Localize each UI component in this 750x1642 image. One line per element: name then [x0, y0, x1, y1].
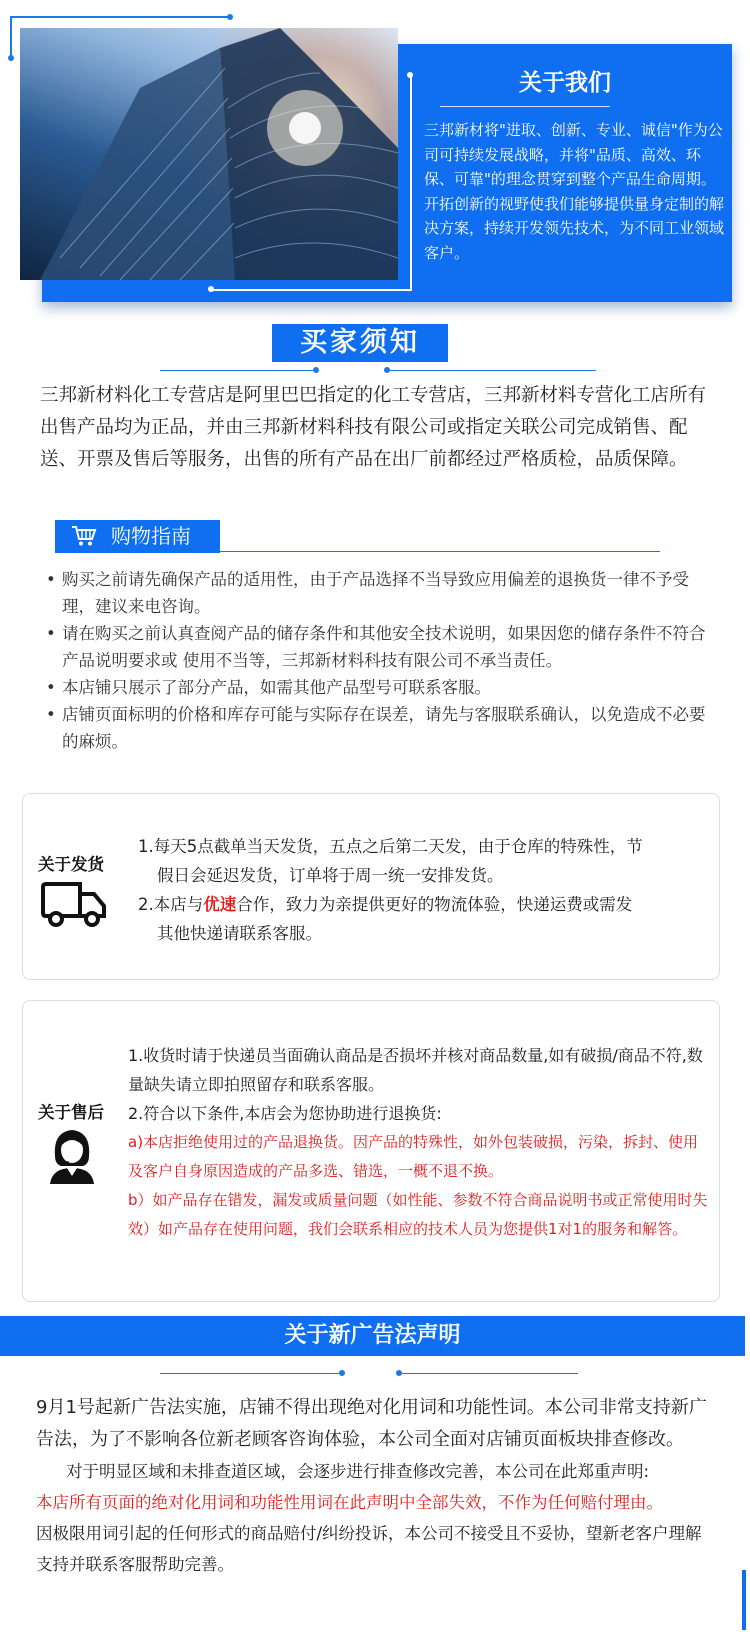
notice-title: 买家须知: [272, 324, 448, 362]
adlaw-paragraph: 对于明显区域和未排查道区域，会逐步进行排查修改完善，本公司在此郑重声明:: [66, 1462, 650, 1481]
notice-body: 三邦新材料化工专营店是阿里巴巴指定的化工专营店，三邦新材料专营化工店所有出售产品均为正品，并由三邦新材料科技有限公司或指定关联公司完成销售、配送、开票及售后等服务，出售的所有产品在出厂前都经过严格质检，品质保障。: [40, 385, 707, 470]
adlaw-paragraph: 9月1号起新广告法实施，店铺不得出现绝对化用词和功能性词。本公司非常支持新广告法，为了不影响各位新老顾客咨询体验，本公司全面对店铺页面板块排查修改。: [36, 1397, 707, 1450]
decor-line: [160, 370, 316, 371]
guide-header: [55, 520, 220, 553]
aftersale-line: 1.收货时请于快递员当面确认商品是否损坏并核对商品数量,如有破损/商品不符,数量缺失请立即拍照留存和联系客服。: [128, 1046, 703, 1094]
decor-line: [10, 16, 230, 18]
guide-title: 购物指南: [111, 524, 191, 548]
adlaw-statement: 本店所有页面的绝对化用词和功能性用词在此声明中全部失效，不作为任何赔付理由。: [36, 1493, 663, 1512]
list-item: • 请在购买之前认真查阅产品的储存条件和其他安全技术说明，如果因您的储存条件不符合产品说明要求或 使用不当等，三邦新材料科技有限公司不承当责任。: [46, 620, 706, 674]
aftersale-line: 2.符合以下条件,本店会为您协助进行退换货:: [128, 1104, 442, 1123]
shipping-line: 合作，致力为亲提供更好的物流体验，快递运费或需发: [236, 895, 633, 914]
decor-line: [160, 1373, 340, 1374]
adlaw-title: 关于新广告法声明: [0, 1316, 745, 1356]
about-section: [0, 0, 750, 310]
about-title: 关于我们: [519, 70, 611, 96]
list-item: • 店铺页面标明的价格和库存可能与实际存在误差，请先与客服联系确认，以免造成不必要的麻烦。: [46, 701, 706, 755]
decor-line: [410, 76, 412, 291]
truck-icon: [40, 878, 108, 928]
decor-dot: [8, 55, 14, 61]
decor-dot: [227, 14, 233, 20]
building-photo: [20, 28, 398, 280]
title-underline: [440, 106, 610, 107]
about-paragraph: 开拓创新的视野使我们能够提供量身定制的解决方案，持续开发领先技术，为不同工业领域客户。: [424, 194, 725, 262]
shipping-line: 1.每天5点截单当天发货，五点之后第二天发，由于仓库的特殊性，节: [138, 837, 643, 856]
guide-list: [46, 566, 706, 755]
shipping-label: 关于发货: [38, 855, 104, 874]
cart-icon: [71, 525, 97, 547]
decor-line: [386, 370, 596, 371]
list-item: • 本店铺只展示了部分产品，如需其他产品型号可联系客服。: [46, 674, 706, 701]
about-paragraph: 三邦新材将"进取、创新、专业、诚信"作为公司可持续发展战略，并将"品质、高效、环保、可靠"的理念贯穿到整个产品生命周期。: [424, 121, 723, 188]
decor-dot: [208, 286, 214, 292]
decor-line: [398, 1373, 578, 1374]
shipping-line: 2.本店与: [138, 895, 204, 914]
shipping-line: 其他快递请联系客服。: [157, 924, 322, 943]
decor-line: [220, 551, 660, 552]
decor-dot: [313, 367, 319, 373]
shipping-line: 假日会延迟发货，订单将于周一统一安排发货。: [157, 866, 504, 885]
shipping-text: [138, 832, 698, 948]
decor-line: [212, 289, 412, 291]
courier-name: 优速: [203, 895, 237, 914]
aftersale-rule: a)本店拒绝使用过的产品退换货。因产品的特殊性，如外包装破损，污染，拆封、使用及客户自身原因造成的产品多选、错选，一概不退不换。: [128, 1133, 699, 1180]
aftersale-label: 关于售后: [38, 1103, 104, 1122]
decor-line: [10, 16, 12, 58]
aftersale-rule: b）如产品存在错发，漏发或质量问题（如性能、参数不符合商品说明书或正常使用时失效）如产品存在使用问题，我们会联系相应的技术人员为您提供1对1的服务和解答。: [128, 1191, 708, 1238]
decor-dot: [339, 1370, 345, 1376]
adlaw-paragraph: 因极限用词引起的任何形式的商品赔付/纠纷投诉，本公司不接受且不妥协，望新老客户理解支持并联系客服帮助完善。: [36, 1524, 702, 1574]
about-text: [424, 118, 726, 265]
adlaw-body: [36, 1392, 716, 1580]
decor-edge: [742, 1570, 746, 1630]
list-item: • 购买之前请先确保产品的适用性，由于产品选择不当导致应用偏差的退换货一律不予受理，建议来电咨询。: [46, 566, 706, 620]
aftersale-text: [128, 1041, 708, 1244]
customer-service-icon: [47, 1126, 97, 1184]
